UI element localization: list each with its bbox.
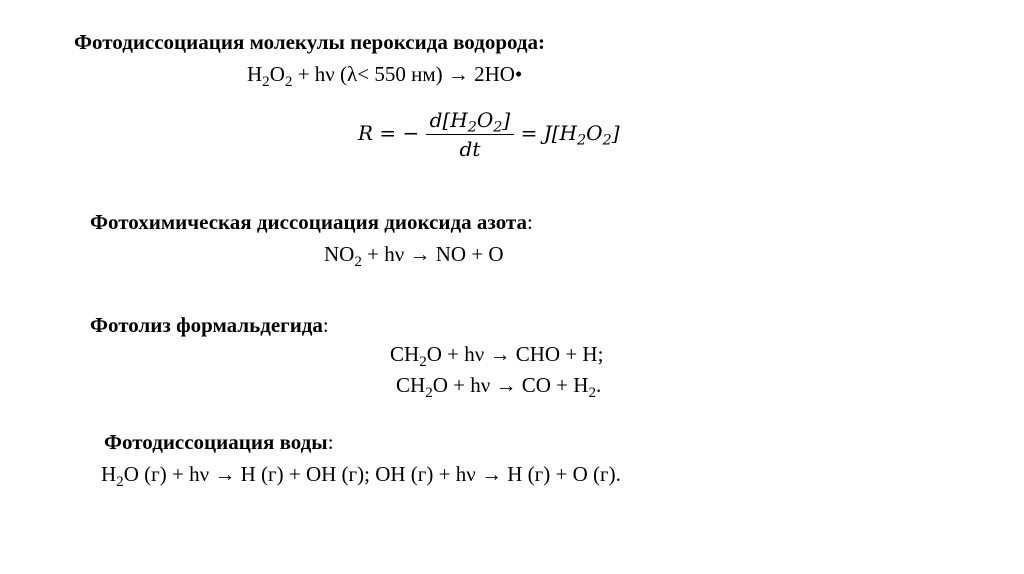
formula-fraction	[426, 108, 515, 161]
equation-formaldehyde-1: $CH_2O + h\nu$ → CHO + H;	[390, 342, 604, 370]
equation-water: $H_2O$ (г) + hν → H (г) + OH (г); OH (г) + hν → H (г) + O (г).	[101, 462, 621, 490]
equation-nitrogen-dioxide: $NO_2 + h\nu$ → NO + O	[324, 242, 504, 270]
heading-formaldehyde: Фотолиз формальдегида:	[90, 313, 329, 337]
equation-formaldehyde-2: $CH_2O + h\nu$ → CO + $H_2$.	[396, 373, 602, 401]
rate-formula	[358, 108, 620, 161]
formula-rhs: = $J[H_2O_2]$	[520, 121, 620, 149]
heading-water: Фотодиссоциация воды:	[104, 430, 334, 454]
heading-nitrogen-dioxide: Фотохимическая диссоциация диоксида азота:	[90, 210, 533, 234]
formula-denominator: dt	[459, 137, 481, 161]
equation-hydrogen-peroxide: $H_2O_2 + h\nu$ (λ< 550 нм) → 2HO•	[247, 62, 523, 90]
formula-lhs: R = −	[358, 121, 420, 145]
formula-numerator: $d[H_2O_2]$	[426, 108, 515, 135]
heading-hydrogen-peroxide: Фотодиссоциация молекулы пероксида водорода:	[74, 30, 546, 54]
